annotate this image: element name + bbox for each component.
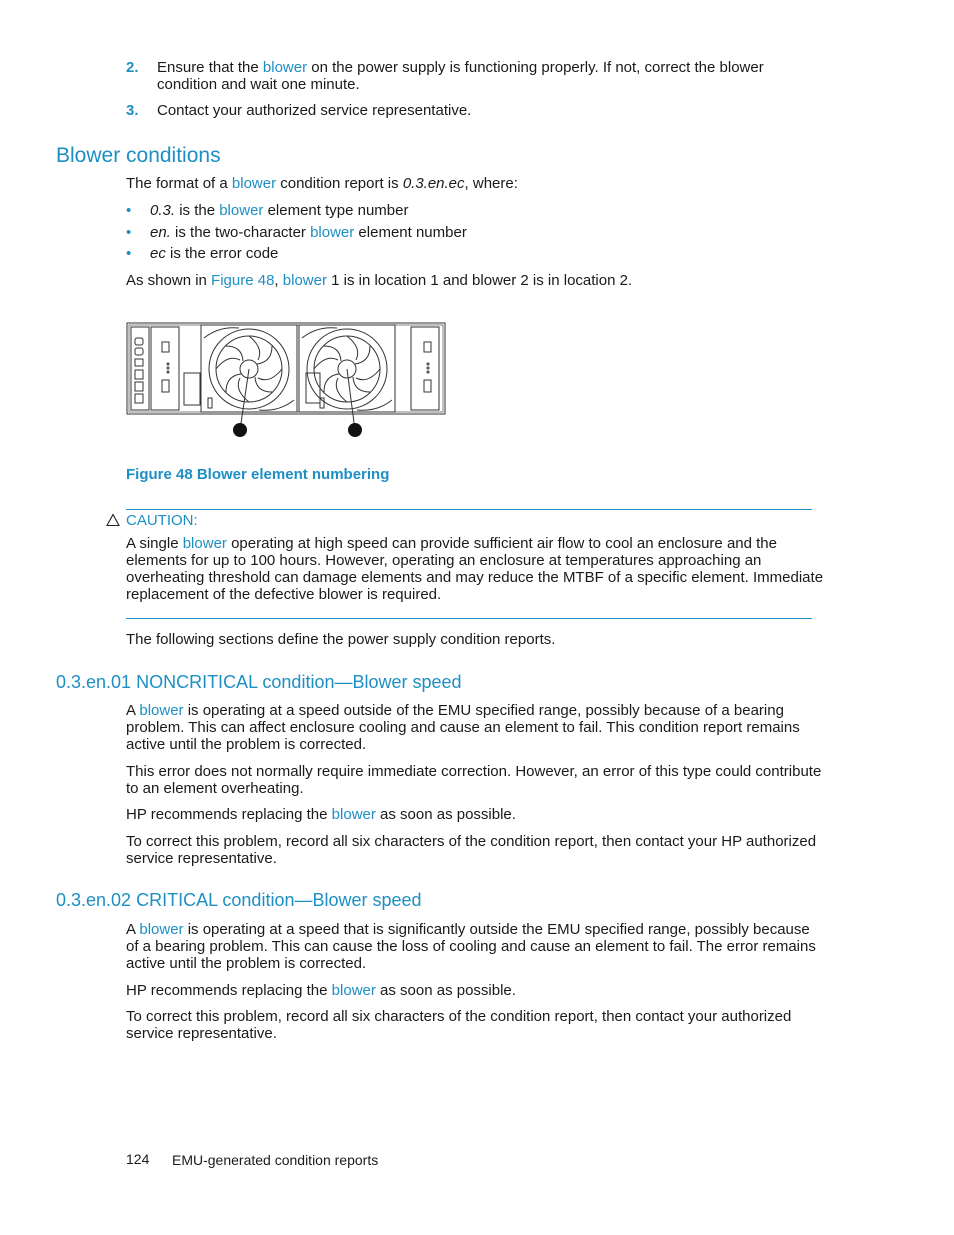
section-title: Blower conditions [56,144,221,167]
bullet-icon: • [126,224,132,241]
noncritical-paragraph-2: This error does not normally require immediate correction. However, an error of this type could contribute to an element overheating. [126,763,822,797]
blower-link[interactable]: blower [219,202,264,219]
blower-link[interactable]: blower [331,982,376,999]
following-paragraph: The following sections define the power supply condition reports. [126,631,556,648]
warning-triangle-icon [106,513,120,527]
blower-link[interactable]: blower [139,921,184,938]
figure-48-link[interactable]: Figure 48 [211,272,275,289]
caution-text: A single blower operating at high speed can provide sufficient air flow to cool an enclosure and the elements for up to 100 hours. However, operating an enclosure at temperatures approaching an overheating threshold can damage elements and may reduce the MTBF of a specific element. Immediate replacement of the defective blower is required. [126,535,824,603]
blower-link[interactable]: blower [310,224,355,241]
bullet-item: • 0.3. is the blower element type number [126,202,409,219]
intro-paragraph: The format of a blower condition report is 0.3.en.ec, where: [126,175,518,192]
figure-caption: Figure 48 Blower element numbering [126,466,390,483]
critical-paragraph-2: HP recommends replacing the blower as soon as possible. [126,982,516,999]
caution-bottom-rule [126,618,812,619]
footer-title: EMU-generated condition reports [172,1152,379,1168]
subsection-title-noncritical: 0.3.en.01 NONCRITICAL condition—Blower speed [56,672,462,692]
critical-paragraph-3: To correct this problem, record all six characters of the condition report, then contact your authorized service representative. [126,1008,792,1042]
blower-figure [124,318,450,442]
bullet-icon: • [126,245,132,262]
shown-paragraph: As shown in Figure 48, blower 1 is in location 1 and blower 2 is in location 2. [126,272,633,289]
caution-label: CAUTION: [126,512,198,529]
blower-link[interactable]: blower [282,272,327,289]
bullet-item: • en. is the two-character blower element number [126,224,467,241]
page-number: 124 [126,1151,150,1167]
noncritical-paragraph-1: A blower is operating at a speed outside of the EMU specified range, possibly because of a bearing problem. This can affect enclosure cooling and cause an element to fail. This condition report remains active until the problem is corrected. [126,702,800,753]
noncritical-paragraph-4: To correct this problem, record all six characters of the condition report, then contact your HP authorized service representative. [126,833,817,867]
bullet-icon: • [126,202,132,219]
subsection-title-critical: 0.3.en.02 CRITICAL condition—Blower speed [56,890,422,910]
bullet-item: • ec is the error code [126,245,279,262]
caution-top-rule [126,509,812,510]
blower-link[interactable]: blower [139,702,184,719]
noncritical-paragraph-3: HP recommends replacing the blower as soon as possible. [126,806,516,823]
blower-link[interactable]: blower [262,59,308,76]
critical-paragraph-1: A blower is operating at a speed that is significantly outside the EMU specified range, possibly because of a bearing problem. This can cause the loss of cooling and cause an element to fail. The error remains active until the problem is corrected. [126,921,816,972]
blower-link[interactable]: blower [182,535,227,552]
blower-link[interactable]: blower [331,806,376,823]
blower-link[interactable]: blower [231,175,277,192]
